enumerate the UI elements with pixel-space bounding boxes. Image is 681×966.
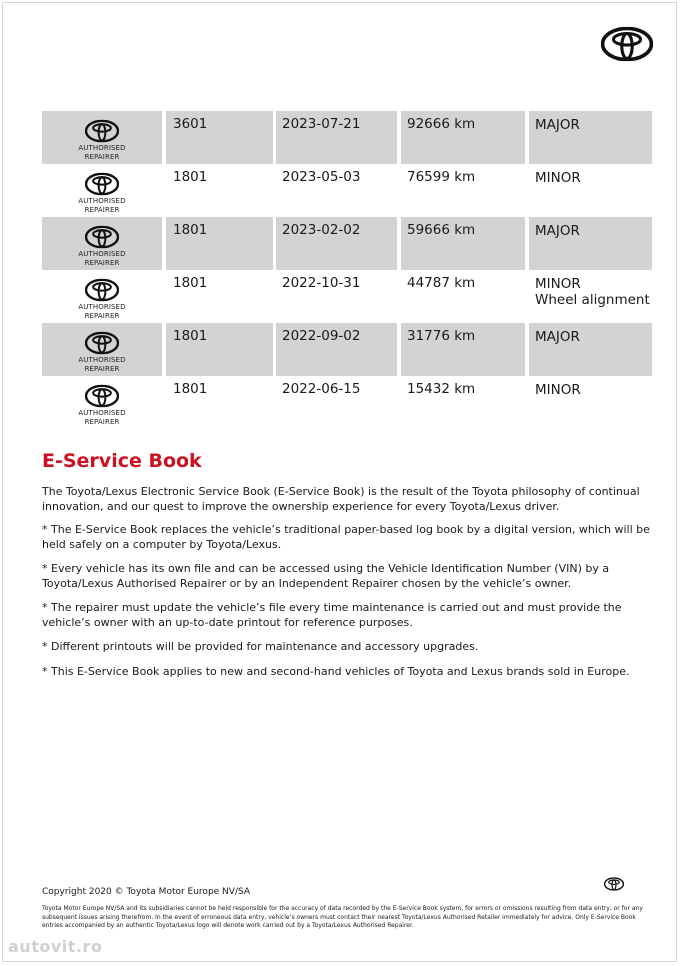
repairer-code: 1801 <box>166 323 273 376</box>
service-type: MAJOR <box>535 117 580 133</box>
service-date: 2022-10-31 <box>282 275 361 291</box>
service-type: MINOR <box>535 276 581 292</box>
badge-label: AUTHORISED <box>78 356 126 364</box>
service-row <box>42 270 652 323</box>
badge-label: REPAIRER <box>84 365 120 373</box>
repairer-code: 1801 <box>173 275 208 291</box>
service-type-cell <box>529 217 652 270</box>
badge-label: REPAIRER <box>84 153 120 161</box>
mileage: 92666 km <box>401 111 525 164</box>
service-date: 2023-05-03 <box>282 169 361 185</box>
eservice-bullet-update: * The repairer must update the vehicle’s file every time maintenance is carried out and must provide the vehicle’s owner with an up-to-date printout for reference purposes. <box>42 601 622 629</box>
toyota-logo-icon <box>85 171 119 197</box>
repairer-code: 3601 <box>166 111 273 164</box>
service-row <box>42 164 652 217</box>
toyota-logo-icon <box>85 277 119 303</box>
toyota-logo-icon <box>85 330 119 356</box>
service-row <box>42 217 652 270</box>
service-type: MAJOR <box>535 223 580 239</box>
authorised-repairer-badge <box>42 376 162 429</box>
eservice-title: E-Service Book <box>42 450 202 472</box>
service-type-cell <box>529 376 652 429</box>
mileage: 76599 km <box>407 169 476 185</box>
eservice-bullet-paper: * The E-Service Book replaces the vehicle’s traditional paper-based log book by a digital version, which will be held safely on a computer by Toyota/Lexus. <box>42 523 650 551</box>
eservice-bullet-printouts: * Different printouts will be provided for maintenance and accessory upgrades. <box>42 640 479 653</box>
authorised-repairer-badge <box>42 111 162 164</box>
authorised-repairer-badge <box>42 217 162 270</box>
badge-label: REPAIRER <box>84 259 120 267</box>
repairer-code: 1801 <box>173 381 208 397</box>
badge-label: AUTHORISED <box>78 250 126 258</box>
authorised-repairer-badge <box>42 323 162 376</box>
service-type: MINOR <box>535 170 581 186</box>
mileage: 59666 km <box>401 217 525 270</box>
disclaimer: Toyota Motor Europe NV/SA and its subsidiaries cannot be held responsible for the accuracy of data recorded by the E-Service Book system, for errors or omissions resulting from data entry, or for any subsequent issues arising therefrom. In the event of erroneous data entry, vehicle’s owners must contact their nearest Toyota/Lexus Authorised Retailer immediately for advice. Only E-Service Book entries accompanied by an authentic Toyota/Lexus logo will denote work carried out by a Toyota/Lexus Authorised Repairer. <box>42 905 643 929</box>
toyota-logo-icon <box>601 24 653 64</box>
service-history-table <box>42 111 652 429</box>
service-date: 2023-07-21 <box>276 111 397 164</box>
service-type: MAJOR <box>535 329 580 345</box>
service-note: Wheel alignment <box>535 292 650 308</box>
badge-label: REPAIRER <box>84 418 120 426</box>
service-row <box>42 376 652 429</box>
service-date: 2023-02-02 <box>276 217 397 270</box>
toyota-logo-icon <box>85 118 119 144</box>
mileage: 15432 km <box>407 381 476 397</box>
eservice-bullet-file: * Every vehicle has its own file and can be accessed using the Vehicle Identification Number (VIN) by a Toyota/Lexus Authorised Repairer or by an Independent Repairer chosen by the vehicle’s owner. <box>42 562 610 590</box>
service-type: MINOR <box>535 382 581 398</box>
service-type-cell <box>529 270 652 323</box>
toyota-logo-icon <box>85 383 119 409</box>
toyota-logo-icon <box>85 224 119 250</box>
authorised-repairer-badge <box>42 270 162 323</box>
service-row <box>42 323 652 376</box>
copyright: Copyright 2020 © Toyota Motor Europe NV/SA <box>42 887 251 897</box>
badge-label: REPAIRER <box>84 312 120 320</box>
service-date: 2022-09-02 <box>276 323 397 376</box>
repairer-code: 1801 <box>166 217 273 270</box>
authorised-repairer-badge <box>42 164 162 217</box>
repairer-code: 1801 <box>173 169 208 185</box>
service-type-cell <box>529 323 652 376</box>
badge-label: REPAIRER <box>84 206 120 214</box>
badge-label: AUTHORISED <box>78 144 126 152</box>
toyota-footer-logo-icon <box>604 876 624 892</box>
badge-label: AUTHORISED <box>78 303 126 311</box>
badge-label: AUTHORISED <box>78 409 126 417</box>
eservice-bullet-scope: * This E-Service Book applies to new and second-hand vehicles of Toyota and Lexus brands sold in Europe. <box>42 665 630 678</box>
badge-label: AUTHORISED <box>78 197 126 205</box>
service-date: 2022-06-15 <box>282 381 361 397</box>
mileage: 31776 km <box>401 323 525 376</box>
service-type-cell <box>529 111 652 164</box>
watermark: autovit.ro <box>8 937 103 956</box>
mileage: 44787 km <box>407 275 476 291</box>
service-row <box>42 111 652 164</box>
eservice-intro: The Toyota/Lexus Electronic Service Book (E-Service Book) is the result of the Toyota philosophy of continual innovation, and our quest to improve the ownership experience for every Toyota/Lexus driver. <box>42 485 640 513</box>
service-type-cell <box>529 164 652 217</box>
